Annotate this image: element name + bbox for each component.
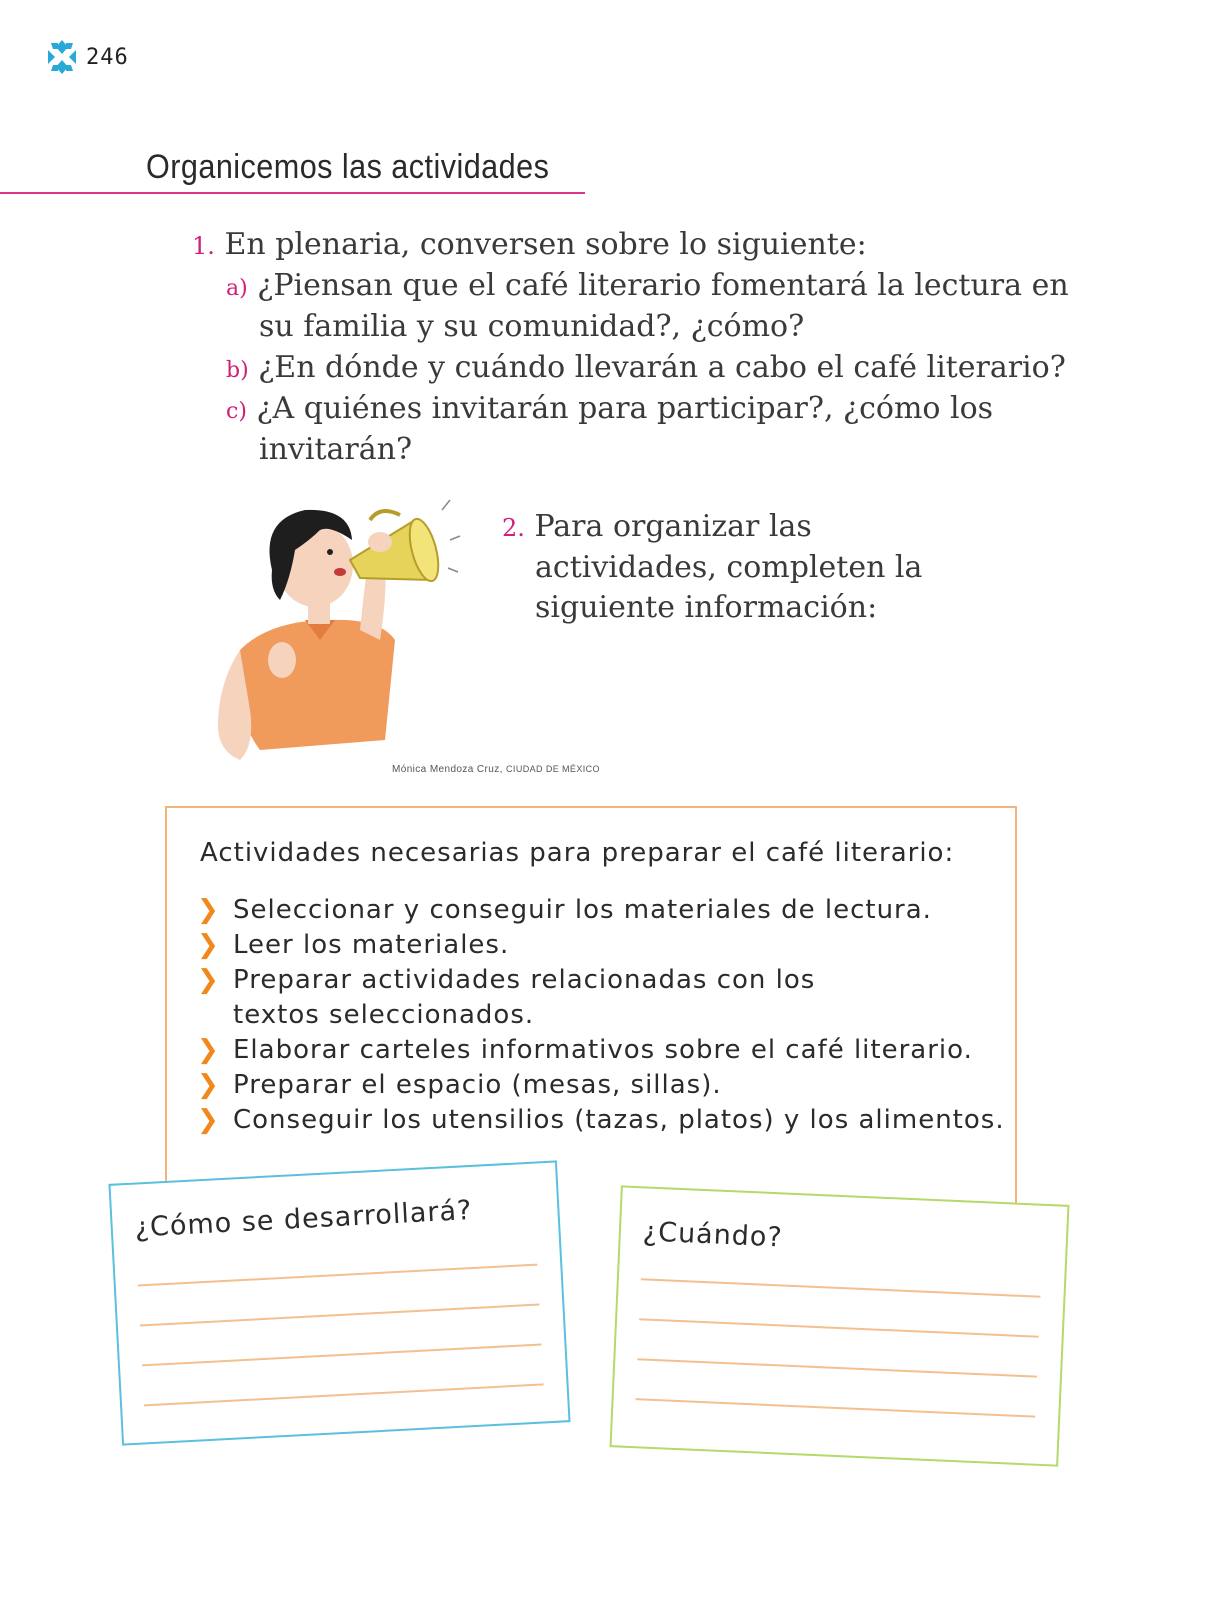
question-2-number: 2.	[502, 514, 525, 542]
activity-text: Conseguir los utensilios (tazas, platos) y los alimentos.	[233, 1105, 1005, 1135]
card-how-title: ¿Cómo se desarrollará?	[133, 1194, 474, 1244]
caption-name: Mónica Mendoza Cruz,	[392, 764, 503, 775]
page-number: 246	[86, 44, 129, 70]
section-title: Organicemos las actividades	[146, 148, 550, 186]
question-1b	[226, 347, 1066, 391]
item-text: ¿En dónde y cuándo llevarán a cabo el café literario?	[258, 350, 1066, 385]
question-1a	[226, 265, 1069, 309]
activity-text-cont: textos seleccionados.	[233, 1000, 535, 1030]
item-letter: b)	[226, 358, 249, 383]
list-item	[197, 1103, 1005, 1138]
card-when	[609, 1185, 1069, 1466]
writing-line[interactable]	[641, 1278, 1041, 1297]
question-2-line1: Para organizar las	[534, 509, 812, 544]
title-underline	[0, 192, 585, 194]
activity-text: Preparar el espacio (mesas, sillas).	[233, 1070, 722, 1100]
page-header	[48, 40, 129, 74]
caption-place: CIUDAD DE MÉXICO	[506, 764, 600, 774]
list-item	[197, 1033, 1005, 1068]
activity-text: Seleccionar y conseguir los materiales de lectura.	[233, 895, 932, 925]
question-1-number: 1.	[192, 232, 215, 260]
item-letter: a)	[226, 276, 248, 301]
illustration-caption	[392, 764, 600, 775]
list-item	[197, 928, 1005, 963]
item-text: ¿Piensan que el café literario fomentará la lectura en	[257, 268, 1069, 303]
chevron-right-icon: ❯	[197, 965, 220, 995]
question-1	[192, 224, 867, 267]
activity-text: Preparar actividades relacionadas con los	[233, 965, 816, 995]
activities-box	[165, 806, 1017, 1208]
chevron-right-icon: ❯	[197, 1070, 220, 1100]
question-1c-cont: invitarán?	[259, 432, 413, 467]
chevron-right-icon: ❯	[197, 1105, 220, 1135]
writing-line[interactable]	[144, 1383, 544, 1405]
logo-icon	[48, 40, 76, 74]
question-2-line3: siguiente información:	[535, 590, 878, 625]
writing-line[interactable]	[140, 1304, 540, 1326]
writing-line[interactable]	[637, 1358, 1037, 1377]
boy-megaphone-illustration	[210, 480, 470, 790]
question-2-line2: actividades, completen la	[535, 550, 923, 585]
question-1a-cont: su familia y su comunidad?, ¿cómo?	[259, 309, 805, 344]
item-letter: c)	[226, 399, 247, 424]
chevron-right-icon: ❯	[197, 895, 220, 925]
activities-list	[197, 893, 1005, 1138]
activity-text: Leer los materiales.	[233, 930, 510, 960]
chevron-right-icon: ❯	[197, 930, 220, 960]
list-item	[197, 893, 1005, 928]
question-2	[502, 506, 812, 549]
list-item	[197, 963, 1005, 1033]
writing-line[interactable]	[639, 1318, 1039, 1337]
card-how	[108, 1160, 570, 1445]
chevron-right-icon: ❯	[197, 1035, 220, 1065]
item-text: ¿A quiénes invitarán para participar?, ¿cómo los	[256, 391, 994, 426]
card-when-title: ¿Cuándo?	[642, 1216, 784, 1254]
question-1-text: En plenaria, conversen sobre lo siguiente:	[224, 227, 867, 262]
question-1c	[226, 388, 993, 432]
activity-text: Elaborar carteles informativos sobre el café literario.	[233, 1035, 973, 1065]
list-item	[197, 1068, 1005, 1103]
writing-line[interactable]	[138, 1264, 538, 1286]
writing-line[interactable]	[636, 1398, 1036, 1417]
writing-line[interactable]	[142, 1343, 542, 1365]
activities-title: Actividades necesarias para preparar el café literario:	[200, 838, 955, 868]
